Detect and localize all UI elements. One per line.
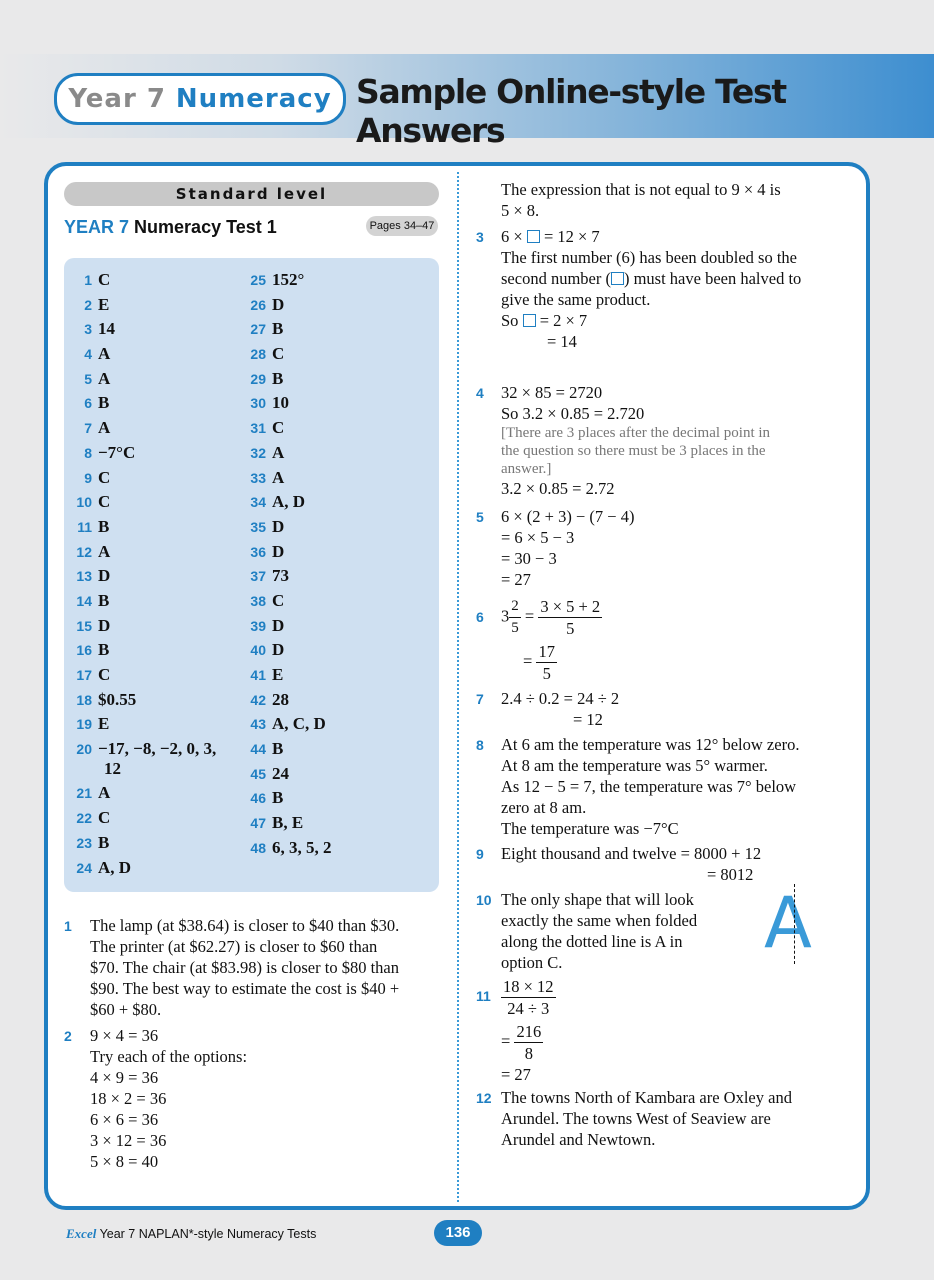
answer-value: $0.55 xyxy=(98,689,137,709)
worked-answer-4 xyxy=(501,382,770,499)
text-part: So xyxy=(501,311,523,330)
answer-row xyxy=(236,690,332,715)
worked-answer-2 xyxy=(90,1025,247,1172)
answer-value: B xyxy=(98,832,110,852)
answer-value: B xyxy=(98,640,110,660)
answer-row xyxy=(62,739,216,783)
badge-subject: Numeracy xyxy=(175,84,332,114)
question-number: 8 xyxy=(476,737,484,753)
worked-answer-9 xyxy=(501,843,761,885)
question-number: 4 xyxy=(476,385,484,401)
answer-value: C xyxy=(98,467,111,487)
text-line: = 8012 xyxy=(707,865,754,884)
question-number: 5 xyxy=(476,509,484,525)
worked-answer-10 xyxy=(501,889,697,973)
text-part: second number ( xyxy=(501,269,611,288)
answer-value: A xyxy=(98,368,111,388)
footer-brand: Excel xyxy=(66,1226,97,1241)
answer-row xyxy=(62,858,216,883)
answer-value-continued: 12 xyxy=(104,759,121,779)
equals-sign: = xyxy=(501,1031,511,1051)
answer-number: 8 xyxy=(84,444,92,461)
answer-number: 41 xyxy=(250,667,266,683)
answer-number: 29 xyxy=(250,370,266,387)
text-line: = 6 × 5 − 3 xyxy=(501,528,575,547)
answer-row xyxy=(62,468,216,493)
answer-value: C xyxy=(98,492,111,512)
worked-answer-1 xyxy=(90,915,399,1020)
text-line: The temperature was −7°C xyxy=(501,819,679,838)
answer-row xyxy=(62,492,216,517)
text-line: $90. The best way to estimate the cost is $40 + xyxy=(90,979,400,998)
text-line: As 12 − 5 = 7, the temperature was 7° below xyxy=(501,777,797,796)
answer-row xyxy=(62,270,216,295)
answer-value: 14 xyxy=(98,319,115,339)
question-number: 9 xyxy=(476,846,484,862)
fold-line xyxy=(794,884,795,964)
answer-value: C xyxy=(98,808,111,828)
answer-number: 10 xyxy=(76,494,92,511)
worked-answer-5 xyxy=(501,506,634,590)
answer-number: 14 xyxy=(76,592,92,609)
answer-row xyxy=(236,418,332,443)
fraction-denominator: 8 xyxy=(524,1044,533,1063)
answer-row xyxy=(62,517,216,542)
answer-row xyxy=(62,566,216,591)
answer-number: 36 xyxy=(250,543,266,560)
text-line: 3.2 × 0.85 = 2.72 xyxy=(501,479,615,498)
answer-number: 28 xyxy=(250,346,266,363)
text-line: So 3.2 × 0.85 = 2.720 xyxy=(501,404,645,423)
answer-value: B xyxy=(272,788,284,808)
page-number: 136 xyxy=(434,1220,482,1246)
answer-value: D xyxy=(272,615,285,635)
answer-number: 13 xyxy=(76,568,92,585)
answer-row xyxy=(236,640,332,665)
answer-number: 46 xyxy=(250,790,266,807)
answer-row xyxy=(236,813,332,838)
answer-value: 24 xyxy=(272,763,289,783)
answer-row xyxy=(62,690,216,715)
answer-value: 152° xyxy=(272,270,305,289)
answer-number: 5 xyxy=(84,370,92,387)
answer-value: D xyxy=(98,615,111,635)
fraction-denominator: 24 ÷ 3 xyxy=(507,999,550,1018)
answer-number: 16 xyxy=(76,642,92,659)
answer-row xyxy=(62,665,216,690)
question-number: 10 xyxy=(476,892,492,908)
text-line: Arundel and Newtown. xyxy=(501,1130,656,1149)
answer-row xyxy=(236,344,332,369)
fraction-denominator: 5 xyxy=(542,664,551,683)
text-line: = 27 xyxy=(501,1065,531,1084)
answer-number: 40 xyxy=(250,642,266,659)
worked-answer-2-continued xyxy=(501,179,781,221)
text-line: Arundel. The towns West of Seaview are xyxy=(501,1109,771,1128)
answer-number: 2 xyxy=(84,296,92,313)
answer-row xyxy=(62,369,216,394)
answer-row xyxy=(62,295,216,320)
answer-value: 73 xyxy=(272,566,289,586)
text-line: The printer (at $62.27) is closer to $60 than xyxy=(90,937,378,956)
subject-badge xyxy=(54,73,346,125)
answer-number: 47 xyxy=(250,815,266,832)
answer-value: −7°C xyxy=(98,442,136,462)
answer-value: A xyxy=(98,344,111,364)
answer-value: B xyxy=(272,319,284,339)
answer-number: 34 xyxy=(250,494,266,511)
equals-sign: = xyxy=(524,606,535,626)
answer-row xyxy=(62,808,216,833)
answer-number: 43 xyxy=(250,716,266,733)
answer-value: A, D xyxy=(272,492,306,512)
worked-answer-8 xyxy=(501,734,799,839)
box-symbol-icon xyxy=(611,272,624,285)
text-line: $70. The chair (at $83.98) is closer to $80 than xyxy=(90,958,399,977)
answer-value: B xyxy=(272,368,284,388)
answer-number: 48 xyxy=(250,839,266,856)
worked-answer-6 xyxy=(501,596,602,684)
answer-value: 10 xyxy=(272,393,289,413)
text-line: 6 × 6 = 36 xyxy=(90,1110,159,1129)
answer-value: B xyxy=(98,590,110,610)
answer-column-left xyxy=(62,270,216,882)
answer-number: 7 xyxy=(84,420,92,437)
column-divider xyxy=(457,172,459,1202)
answer-row xyxy=(236,492,332,517)
answer-row xyxy=(236,319,332,344)
answer-number: 11 xyxy=(77,518,92,535)
footer-title: Year 7 NAPLAN*-style Numeracy Tests xyxy=(99,1227,317,1241)
answer-number: 30 xyxy=(250,395,266,412)
answer-number: 44 xyxy=(250,741,266,758)
answer-row xyxy=(62,344,216,369)
answer-row xyxy=(236,566,332,591)
text-line: 32 × 85 = 2720 xyxy=(501,383,603,402)
text-line: along the dotted line is A in xyxy=(501,932,683,951)
answer-row xyxy=(62,783,216,808)
badge-year: Year 7 xyxy=(68,84,166,114)
question-number: 2 xyxy=(64,1028,72,1044)
answer-row xyxy=(236,270,332,295)
fraction-denominator: 5 xyxy=(566,619,575,638)
question-number: 12 xyxy=(476,1090,492,1106)
answer-value: A xyxy=(98,541,111,561)
answer-row xyxy=(236,764,332,789)
test-heading xyxy=(64,217,277,238)
text-line: exactly the same when folded xyxy=(501,911,698,930)
answer-number: 17 xyxy=(76,667,92,683)
text-line: = 27 xyxy=(501,570,531,589)
answer-number: 45 xyxy=(250,765,266,782)
text-line: Eight thousand and twelve = 8000 + 12 xyxy=(501,844,762,863)
text-line: The first number (6) has been doubled so the xyxy=(501,248,798,267)
answer-value: C xyxy=(272,344,285,364)
answer-value: D xyxy=(98,566,111,586)
answer-value: A xyxy=(98,418,111,438)
worked-answer-7 xyxy=(501,688,619,730)
letter-a-figure: A xyxy=(764,882,812,964)
answer-row xyxy=(236,591,332,616)
answer-number: 15 xyxy=(76,617,92,634)
answer-row xyxy=(62,640,216,665)
text-line: = 12 xyxy=(573,710,603,729)
answer-row xyxy=(236,739,332,764)
text-line: At 8 am the temperature was 5° warmer. xyxy=(501,756,768,775)
answer-row xyxy=(62,616,216,641)
answer-number: 33 xyxy=(250,469,266,486)
answer-row xyxy=(236,665,332,690)
answer-number: 42 xyxy=(250,691,266,708)
answer-value: C xyxy=(272,590,285,610)
text-line: 6 × (2 + 3) − (7 − 4) xyxy=(501,507,635,526)
answer-number: 9 xyxy=(84,469,92,486)
fraction-numerator: 3 × 5 + 2 xyxy=(540,597,601,616)
answer-row xyxy=(236,443,332,468)
answer-row xyxy=(236,369,332,394)
answer-value: A xyxy=(272,467,285,487)
answer-number: 24 xyxy=(76,859,92,876)
answer-row xyxy=(62,833,216,858)
answer-number: 26 xyxy=(250,296,266,313)
text-line: At 6 am the temperature was 12° below zero. xyxy=(501,735,800,754)
answer-value: D xyxy=(272,541,285,561)
fraction-numerator: 17 xyxy=(538,642,555,661)
answer-value: C xyxy=(272,418,285,438)
answer-value: A xyxy=(272,442,285,462)
text-line: = 14 xyxy=(547,332,577,351)
answer-column-right xyxy=(236,270,332,863)
text-line: give the same product. xyxy=(501,290,651,309)
text-line: = 30 − 3 xyxy=(501,549,557,568)
text-line: 4 × 9 = 36 xyxy=(90,1068,159,1087)
fraction-numerator: 18 × 12 xyxy=(503,977,554,996)
question-number: 11 xyxy=(476,988,491,1004)
text-part: 6 × xyxy=(501,227,527,246)
answer-row xyxy=(236,714,332,739)
answer-row xyxy=(236,295,332,320)
answer-number: 4 xyxy=(84,346,92,363)
text-line: $60 + $80. xyxy=(90,1000,162,1019)
answer-value: D xyxy=(272,294,285,314)
text-part: = 2 × 7 xyxy=(535,311,588,330)
answer-number: 38 xyxy=(250,592,266,609)
answer-row xyxy=(236,616,332,641)
answer-row xyxy=(236,393,332,418)
answer-number: 19 xyxy=(76,716,92,733)
page-title: Sample Online-style Test Answers xyxy=(356,72,786,150)
answer-number: 39 xyxy=(250,617,266,634)
answer-number: 22 xyxy=(76,810,92,827)
box-symbol-icon xyxy=(523,314,536,327)
answer-value: A, C, D xyxy=(272,714,326,734)
answer-row xyxy=(62,542,216,567)
answer-value: B xyxy=(98,393,110,413)
text-line: 18 × 2 = 36 xyxy=(90,1089,167,1108)
answer-value: B, E xyxy=(272,813,304,833)
answer-value: C xyxy=(98,665,111,684)
answer-number: 21 xyxy=(76,785,92,802)
text-line: the question so there must be 3 places in the xyxy=(501,443,766,459)
text-line: [There are 3 places after the decimal point in xyxy=(501,425,771,441)
text-line: answer.] xyxy=(501,461,552,477)
answer-number: 18 xyxy=(76,691,92,708)
text-line: option C. xyxy=(501,953,563,972)
answer-row xyxy=(62,393,216,418)
answer-row xyxy=(62,319,216,344)
answer-number: 35 xyxy=(250,518,266,535)
text-line: 2.4 ÷ 0.2 = 24 ÷ 2 xyxy=(501,689,620,708)
answer-value: D xyxy=(272,640,285,660)
equals-sign: = xyxy=(523,651,533,671)
answer-row xyxy=(62,418,216,443)
test-title: Numeracy Test 1 xyxy=(134,217,277,237)
answer-value: E xyxy=(98,714,110,734)
answer-value: C xyxy=(98,270,111,289)
answer-row xyxy=(236,517,332,542)
answer-value: E xyxy=(272,665,284,684)
mixed-whole: 3 xyxy=(501,606,510,626)
answer-number: 25 xyxy=(250,272,266,288)
answer-number: 32 xyxy=(250,444,266,461)
test-year: YEAR 7 xyxy=(64,217,130,237)
answer-row xyxy=(236,542,332,567)
answer-row xyxy=(62,591,216,616)
text-line: 5 × 8. xyxy=(501,201,540,220)
answer-value: A, D xyxy=(98,857,132,877)
answer-number: 6 xyxy=(84,395,92,412)
text-line: The only shape that will look xyxy=(501,890,694,909)
question-number: 3 xyxy=(476,229,484,245)
answer-number: 37 xyxy=(250,568,266,585)
fraction-denominator: 5 xyxy=(511,620,519,636)
footer-text xyxy=(66,1226,316,1242)
text-line: 3 × 12 = 36 xyxy=(90,1131,167,1150)
answer-value: A xyxy=(98,783,111,803)
worked-answer-11 xyxy=(501,976,556,1085)
fraction-numerator: 2 xyxy=(509,596,521,618)
text-line: 9 × 4 = 36 xyxy=(90,1026,159,1045)
text-line: The lamp (at $38.64) is closer to $40 than $30. xyxy=(90,916,400,935)
answer-row xyxy=(62,443,216,468)
answer-number: 27 xyxy=(250,321,266,338)
text-line: The towns North of Kambara are Oxley and xyxy=(501,1088,792,1107)
text-line: Try each of the options: xyxy=(90,1047,248,1066)
answer-value: E xyxy=(98,294,110,314)
answer-value: B xyxy=(98,516,110,536)
answer-number: 23 xyxy=(76,834,92,851)
answer-row xyxy=(236,468,332,493)
text-part: = 12 × 7 xyxy=(539,227,600,246)
question-number: 6 xyxy=(476,609,484,625)
text-line: 5 × 8 = 40 xyxy=(90,1152,159,1171)
answer-row xyxy=(236,838,332,863)
answer-value: 6, 3, 5, 2 xyxy=(272,837,332,857)
question-number: 1 xyxy=(64,918,72,934)
answer-number: 3 xyxy=(84,321,92,338)
answer-row xyxy=(62,714,216,739)
answer-number: 31 xyxy=(250,420,266,437)
level-banner: Standard level xyxy=(64,182,439,206)
text-line: zero at 8 am. xyxy=(501,798,587,817)
answer-value: B xyxy=(272,739,284,759)
pages-badge: Pages 34–47 xyxy=(366,216,438,236)
answer-value: 28 xyxy=(272,689,289,709)
answer-number: 20 xyxy=(76,741,92,758)
answer-row xyxy=(236,788,332,813)
text-line: The expression that is not equal to 9 × 4 is xyxy=(501,180,781,199)
text-part: ) must have been halved to xyxy=(623,269,802,288)
answer-number: 12 xyxy=(76,543,92,560)
answer-number: 1 xyxy=(84,272,92,288)
worked-answer-3 xyxy=(501,226,801,352)
answer-value: D xyxy=(272,516,285,536)
worked-answer-12 xyxy=(501,1087,792,1150)
question-number: 7 xyxy=(476,691,484,707)
box-symbol-icon xyxy=(527,230,540,243)
fraction-numerator: 216 xyxy=(516,1022,542,1041)
answer-value: −17, −8, −2, 0, 3, xyxy=(98,739,217,759)
